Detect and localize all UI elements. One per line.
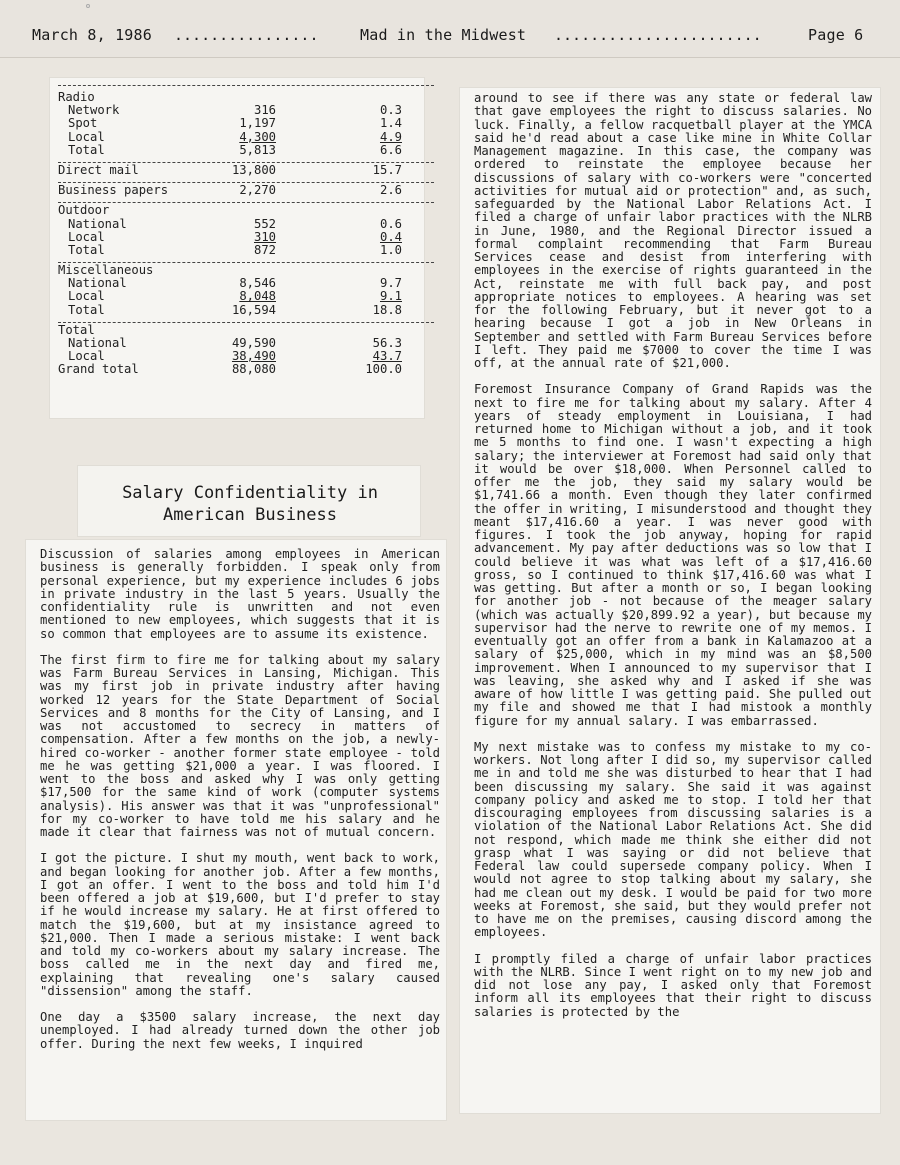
percent-cell: 1.0 (379, 242, 402, 257)
row-label: Network (68, 103, 120, 118)
row-label: National (68, 336, 127, 350)
row-label: National (68, 276, 127, 291)
percent-cell: 9.1 (379, 289, 402, 304)
percent-cell: 0.6 (379, 216, 402, 231)
article-right-column (474, 92, 872, 1019)
amount-cell: 8,546 (239, 276, 276, 291)
row-label: Local (68, 289, 105, 304)
table-row (58, 363, 434, 376)
header-leader-dots: ................ (174, 26, 319, 44)
row-label: Grand total (58, 362, 139, 377)
row-label: Spot (68, 116, 98, 131)
advertising-stats-table (58, 84, 434, 377)
amount-cell: 4,300 (239, 129, 276, 144)
amount-cell: 38,490 (231, 349, 276, 364)
table-row (58, 218, 434, 231)
row-label: Local (68, 129, 105, 144)
table-row (58, 204, 434, 217)
article-title-line: Salary Confidentiality in (122, 483, 378, 503)
percent-cell: 0.4 (379, 229, 402, 244)
row-label: Local (68, 229, 105, 244)
percent-cell: 43.7 (372, 349, 402, 364)
article-paragraph: Foremost Insurance Company of Grand Rapids was the next to fire me for talking about my salary. After 4 years of steady employment in Louisiana, I had returned home to Michigan without a job, and it took me 5 months to find one. I wasn't expecting a high salary; the interviewer at Foremost had said only that it would be over $18,000. When Personnel called to offer me the job, they said my salary would be $1,741.66 a month. Even though they later confirmed the offer in writing, I misunderstood and thought they meant $17,416.60 a year. I was never good with figures. I took the job anyway, hoping for rapid advancement. My pay after deductions was so low that I could believe it was what was left of a $17,416.60 gross, so I continued to think $17,416.60 was what I was getting. But after a month or so, I began looking for another job - not because of the meager salary (which was actually $20,899.92 a year), but because my supervisor had the nerve to rewrite one of my memos. I eventually got an offer from a bank in Kalamazoo at a salary of $25,000, which in my mind was an $8,500 improvement. When I announced to my supervisor that I was leaving, she asked why and I asked if she was aware of how little I was getting paid. She pulled out my file and showed me that I had mistook a monthly figure for my annual salary. I was embarrassed. (474, 382, 872, 728)
row-label: Total (58, 322, 95, 337)
table-dashed-rule (58, 84, 434, 86)
row-label: Local (68, 349, 105, 364)
header-leader-dots: ....................... (554, 26, 762, 44)
amount-cell: 8,048 (239, 289, 276, 304)
table-row (58, 117, 434, 130)
percent-cell: 0.3 (379, 103, 402, 118)
table-dashed-rule (58, 197, 434, 203)
table-row (58, 290, 434, 303)
row-label: Total (68, 142, 105, 157)
amount-cell: 1,197 (239, 116, 276, 131)
amount-cell: 5,813 (239, 142, 276, 157)
row-label: Radio (58, 90, 95, 104)
page-number: Page 6 (808, 26, 864, 44)
row-label: Miscellaneous (58, 263, 154, 278)
article-paragraph: One day a $3500 salary increase, the next day unemployed. I had already turned down the other job offer. During the next few weeks, I inquired (40, 1010, 440, 1051)
percent-cell: 2.6 (379, 183, 402, 198)
amount-cell: 13,800 (231, 162, 276, 177)
amount-cell: 552 (253, 216, 276, 231)
row-label: Business papers (58, 183, 169, 198)
table-row (58, 244, 434, 257)
table-row (58, 164, 434, 177)
row-label: National (68, 216, 127, 231)
issue-date: March 8, 1986 (32, 26, 152, 44)
table-row (58, 304, 434, 317)
article-paragraph: My next mistake was to confess my mistake to my co-workers. Not long after I did so, my supervisor called me in and told me she was disturbed to hear that I had been discussing my salary. She said it was against company policy and asked me to stop. I told her that discouraging employees from discussing salaries is a violation of the National Labor Relations Act. She did not respond, which made me think she either did not grasp what I was saying or did not believe that Federal law could supersede company policy. When I would not agree to stop talking about my salary, she had me clean out my desk. I would be paid for two more weeks at Foremost, she said, but they would prefer not to have me on the premises, causing discord among the employees. (474, 739, 872, 940)
percent-cell: 56.3 (372, 336, 402, 350)
percent-cell: 18.8 (372, 302, 402, 317)
amount-cell: 310 (253, 229, 276, 244)
row-label: Total (68, 302, 105, 317)
table-dashed-rule (58, 317, 434, 323)
table-row (58, 144, 434, 157)
page-header (0, 0, 900, 58)
amount-cell: 872 (253, 242, 276, 257)
percent-cell: 1.4 (379, 116, 402, 131)
newsletter-title: Mad in the Midwest (360, 26, 527, 44)
table-row (58, 231, 434, 244)
percent-cell: 4.9 (379, 129, 402, 144)
article-paragraph: Discussion of salaries among employees in American business is generally forbidden. I speak only from personal experience, but my experience includes 6 jobs in private industry in the last 5 years. Usually the confidentiality rule is unwritten and not even mentioned to new employees, which suggests that it is so common that employees are to assume its existence. (40, 547, 440, 641)
row-label: Total (68, 242, 105, 257)
pinhole-mark (86, 4, 90, 8)
article-paragraph: around to see if there was any state or federal law that gave employees the right to discuss salaries. No luck. Finally, a fellow racquetball player at the YMCA said he'd read about a case like mine in White Collar Management magazine. In this case, the company was ordered to reinstate the employee because her discussions of salary with co-workers were "concerted activities for mutual aid or protection" and, as such, safeguarded by the National Labor Relations Act. I filed a charge of unfair labor practices with the NLRB in June, 1980, and the Regional Director issued a formal complaint recommending that Farm Bureau Services cease and desist from interfering with employees in the exercise of rights guaranteed in the Act, reinstate me with full back pay, and post appropriate notices to employees. A hearing was set for the following February, but it never got to a hearing because I got a job in New Orleans in September and settled with Farm Bureau Services before I left. They paid me $7000 to cover the time I was off, at the annual rate of $21,000. (474, 91, 872, 370)
amount-cell: 88,080 (231, 362, 276, 377)
percent-cell: 15.7 (372, 162, 402, 177)
article-paragraph: I promptly filed a charge of unfair labor practices with the NLRB. Since I went right on to my new job and did not lose any pay, I asked only that Foremost inform all its employees that their right to discuss salaries is protected by the (474, 951, 872, 1019)
row-label: Direct mail (58, 162, 139, 177)
percent-cell: 100.0 (365, 362, 402, 377)
amount-cell: 316 (253, 103, 276, 118)
amount-cell: 2,270 (239, 183, 276, 198)
article-left-column (40, 548, 440, 1051)
percent-cell: 9.7 (379, 276, 402, 291)
article-paragraph: I got the picture. I shut my mouth, went back to work, and began looking for another job. After a few months, I got an offer. I went to the boss and told him I'd been offered a job at $19,600, but I'd prefer to stay if he would increase my salary. He at first offered to match the $19,600, but at my insistance agreed to $21,000. Then I made a serious mistake: I went back and told my co-workers about my salary increase. The boss called me in the next day and fired me, explaining that revealing one's salary caused "dissension" among the staff. (40, 851, 440, 998)
article-title-line: American Business (163, 505, 337, 525)
amount-cell: 49,590 (231, 336, 276, 350)
amount-cell: 16,594 (231, 302, 276, 317)
row-label: Outdoor (58, 203, 110, 218)
table-row (58, 131, 434, 144)
table-row (58, 184, 434, 197)
percent-cell: 6.6 (379, 142, 402, 157)
article-paragraph: The first firm to fire me for talking about my salary was Farm Bureau Services in Lansing, Michigan. This was my first job in private industry after having worked 12 years for the State Department of Social Services and 8 months for the City of Lansing, and I was not accustomed to secrecy in matters of compensation. After a few months on the job, a newly-hired co-worker - another former state employee - told me he was getting $21,000 a year. I was floored. I went to the boss and asked why I was only getting $17,500 for the same kind of work (computer systems analysis). His answer was that it was "unprofessional" for my co-worker to have told me his salary and he made it clear that fairness was not of mutual concern. (40, 652, 440, 839)
article-title (80, 482, 420, 526)
